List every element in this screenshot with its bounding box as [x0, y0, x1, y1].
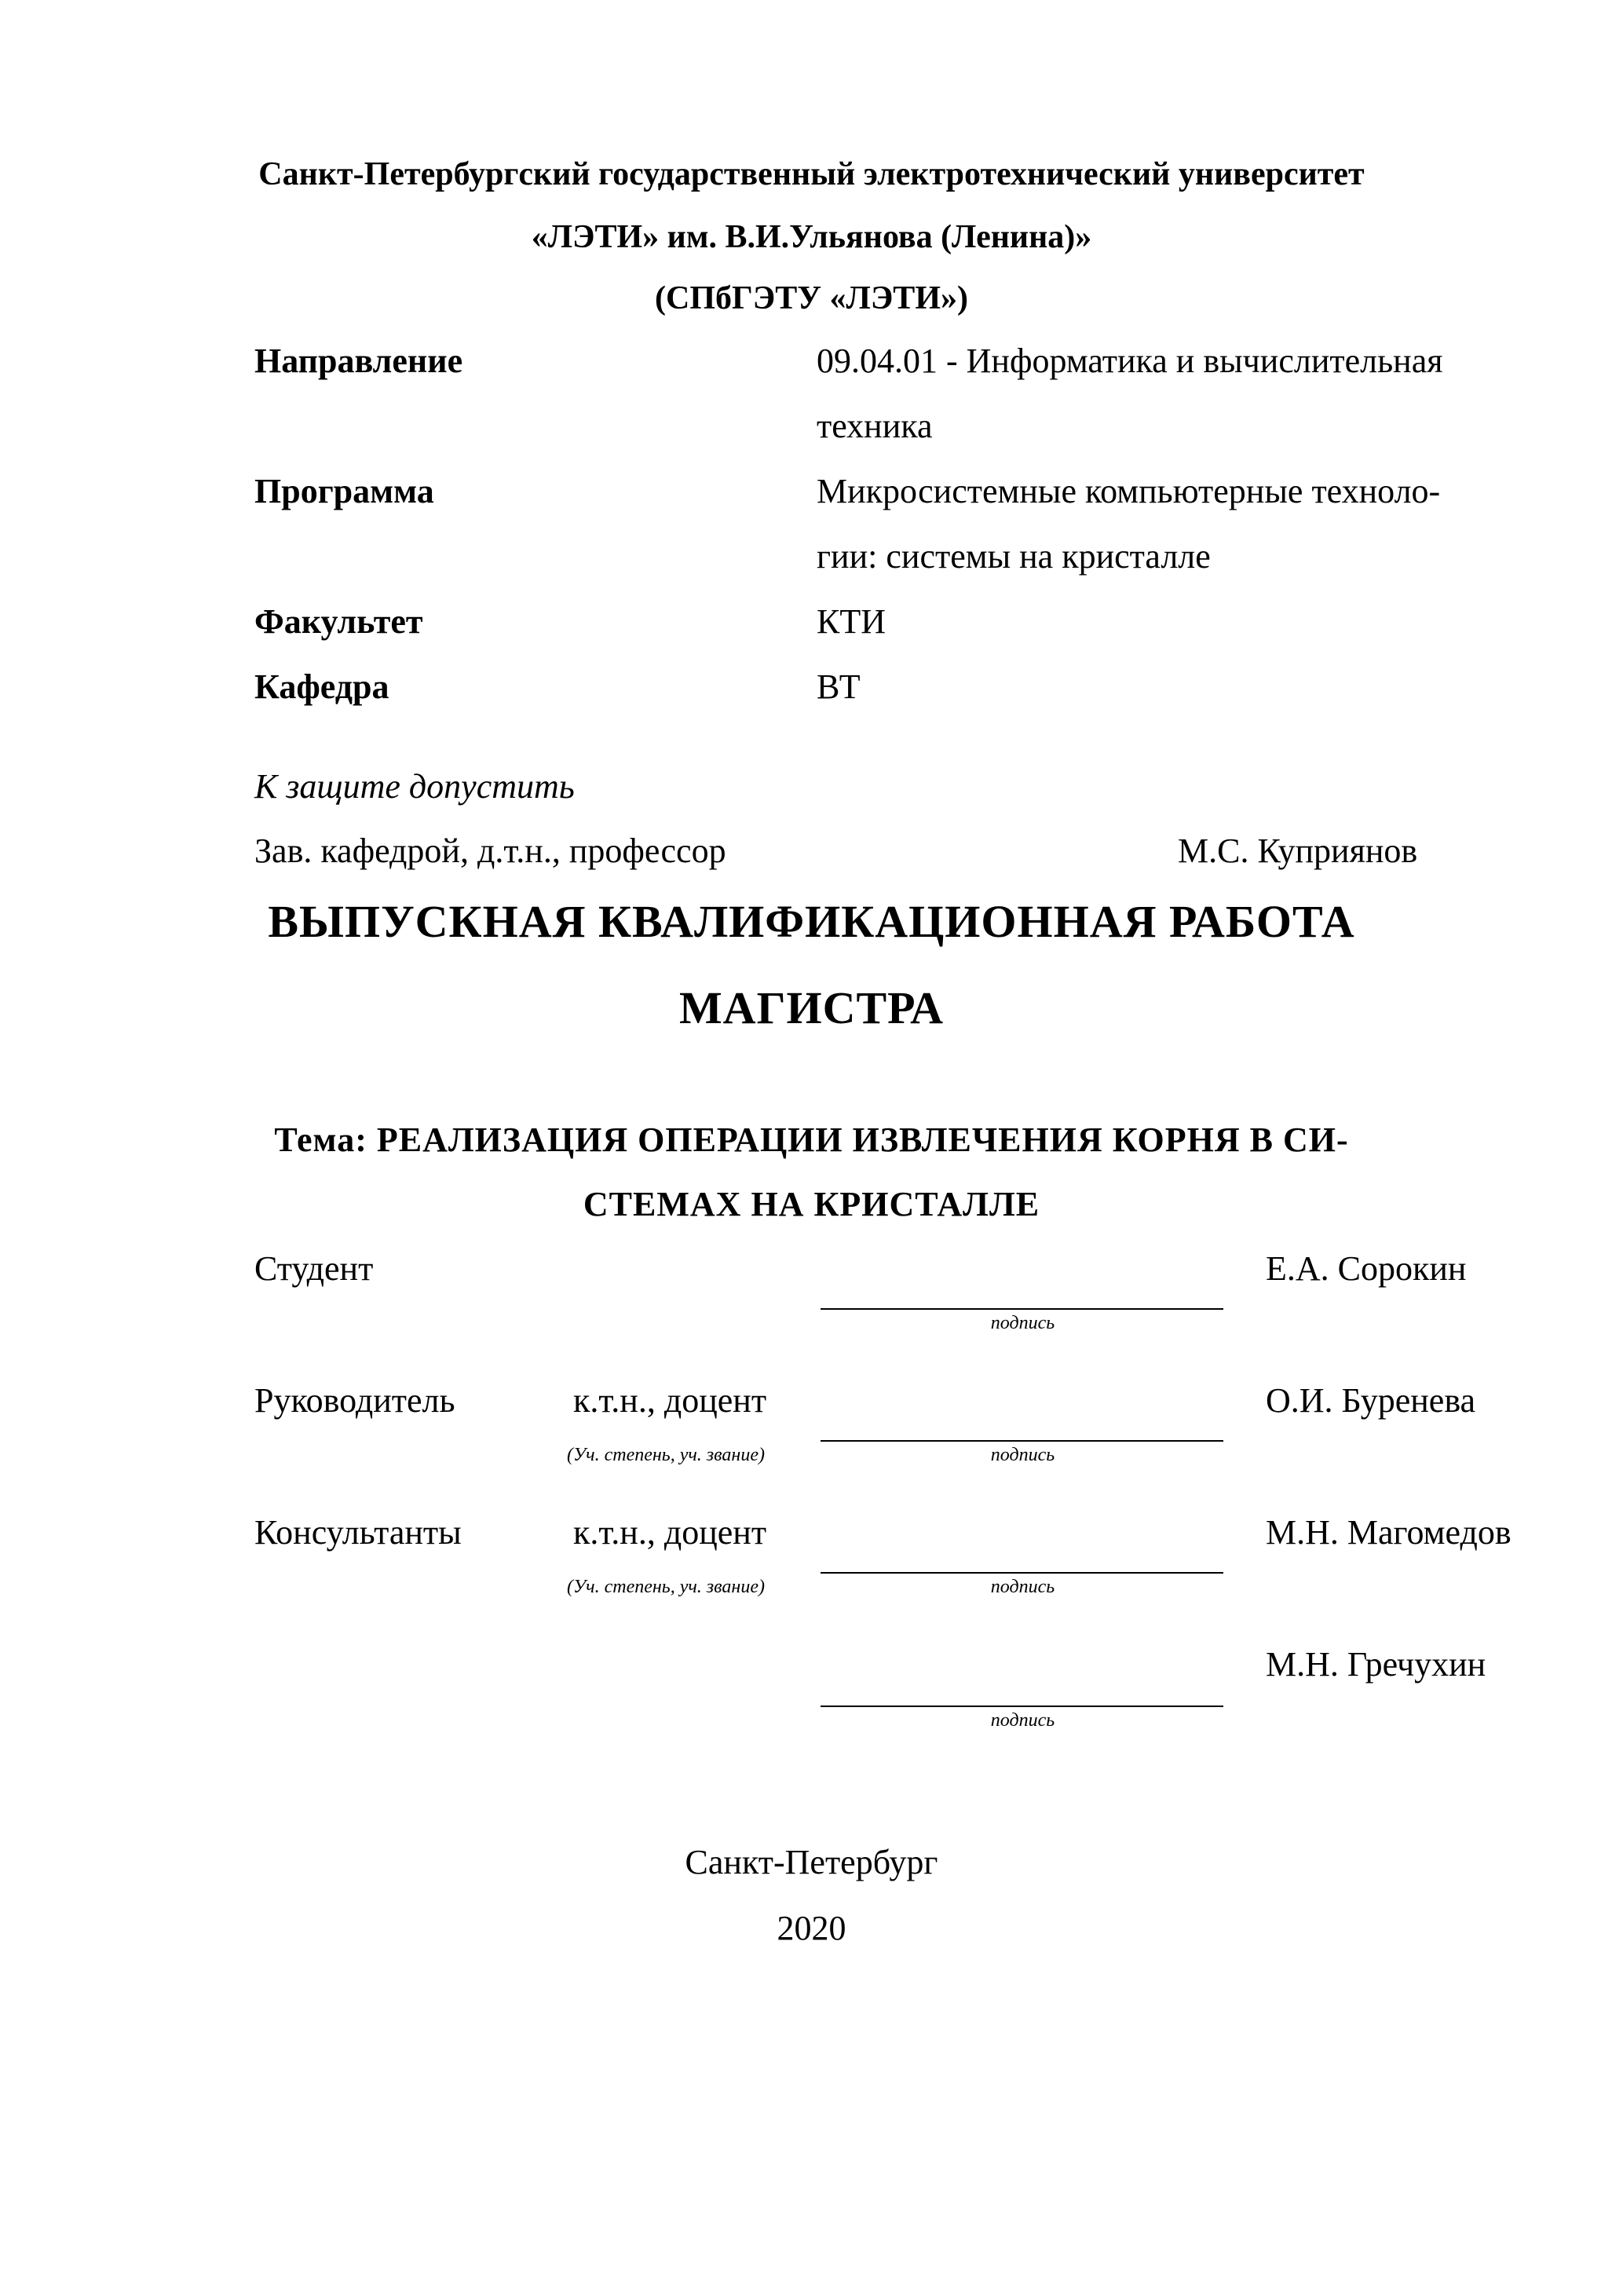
- consultant-name: М.Н. Магомедов: [1266, 1513, 1512, 1552]
- consultant-signature-line: [821, 1572, 1223, 1574]
- direction-value-line1: 09.04.01 - Информатика и вычислительная: [817, 342, 1443, 380]
- year: 2020: [777, 1909, 846, 1947]
- university-full-name: «ЛЭТИ» им. В.И.Ульянова (Ленина)»: [531, 219, 1092, 255]
- supervisor-signature-caption: подпись: [990, 1445, 1055, 1465]
- admission-note: К защите допустить: [254, 767, 575, 806]
- consultant-signature-caption: подпись: [990, 1577, 1055, 1597]
- head-of-department-name: М.С. Куприянов: [1178, 832, 1418, 870]
- student-signature-caption: подпись: [990, 1313, 1055, 1333]
- program-label: Программа: [254, 472, 434, 510]
- department-value: ВТ: [817, 667, 861, 706]
- faculty-value: КТИ: [817, 602, 886, 641]
- student-signature-line: [821, 1308, 1223, 1310]
- document-title-line2: МАГИСТРА: [678, 982, 945, 1033]
- supervisor-name: О.И. Буренева: [1266, 1381, 1476, 1420]
- university-abbreviation: (СПбГЭТУ «ЛЭТИ»): [655, 280, 968, 316]
- consultant2-signature-line: [821, 1706, 1223, 1707]
- consultant-degree: к.т.н., доцент: [573, 1513, 767, 1552]
- consultant2-name: М.Н. Гречухин: [1266, 1645, 1486, 1684]
- supervisor-degree: к.т.н., доцент: [573, 1381, 767, 1420]
- direction-label: Направление: [254, 342, 463, 380]
- consultants-role: Консультанты: [254, 1513, 462, 1552]
- consultant-degree-caption: (Уч. степень, уч. звание): [567, 1577, 765, 1597]
- supervisor-role: Руководитель: [254, 1381, 455, 1420]
- program-value-line2: гии: системы на кристалле: [817, 537, 1211, 576]
- student-name: Е.А. Сорокин: [1266, 1249, 1467, 1288]
- city: Санкт-Петербург: [685, 1843, 938, 1881]
- department-label: Кафедра: [254, 667, 389, 706]
- topic-line2: СТЕМАХ НА КРИСТАЛЛЕ: [583, 1185, 1040, 1223]
- program-value-line1: Микросистемные компьютерные техноло-: [817, 472, 1441, 510]
- supervisor-signature-line: [821, 1440, 1223, 1442]
- head-of-department-position: Зав. кафедрой, д.т.н., профессор: [254, 832, 726, 870]
- supervisor-degree-caption: (Уч. степень, уч. звание): [567, 1445, 765, 1465]
- document-title-line1: ВЫПУСКНАЯ КВАЛИФИКАЦИОННАЯ РАБОТА: [268, 896, 1355, 947]
- university-name: Санкт-Петербургский государственный электротехнический университет: [258, 156, 1365, 192]
- student-role: Студент: [254, 1249, 374, 1288]
- direction-value-line2: техника: [817, 407, 933, 445]
- consultant2-signature-caption: подпись: [990, 1710, 1055, 1731]
- faculty-label: Факультет: [254, 602, 423, 641]
- topic-line1: Тема: РЕАЛИЗАЦИЯ ОПЕРАЦИИ ИЗВЛЕЧЕНИЯ КОРНЯ В СИ-: [274, 1121, 1349, 1159]
